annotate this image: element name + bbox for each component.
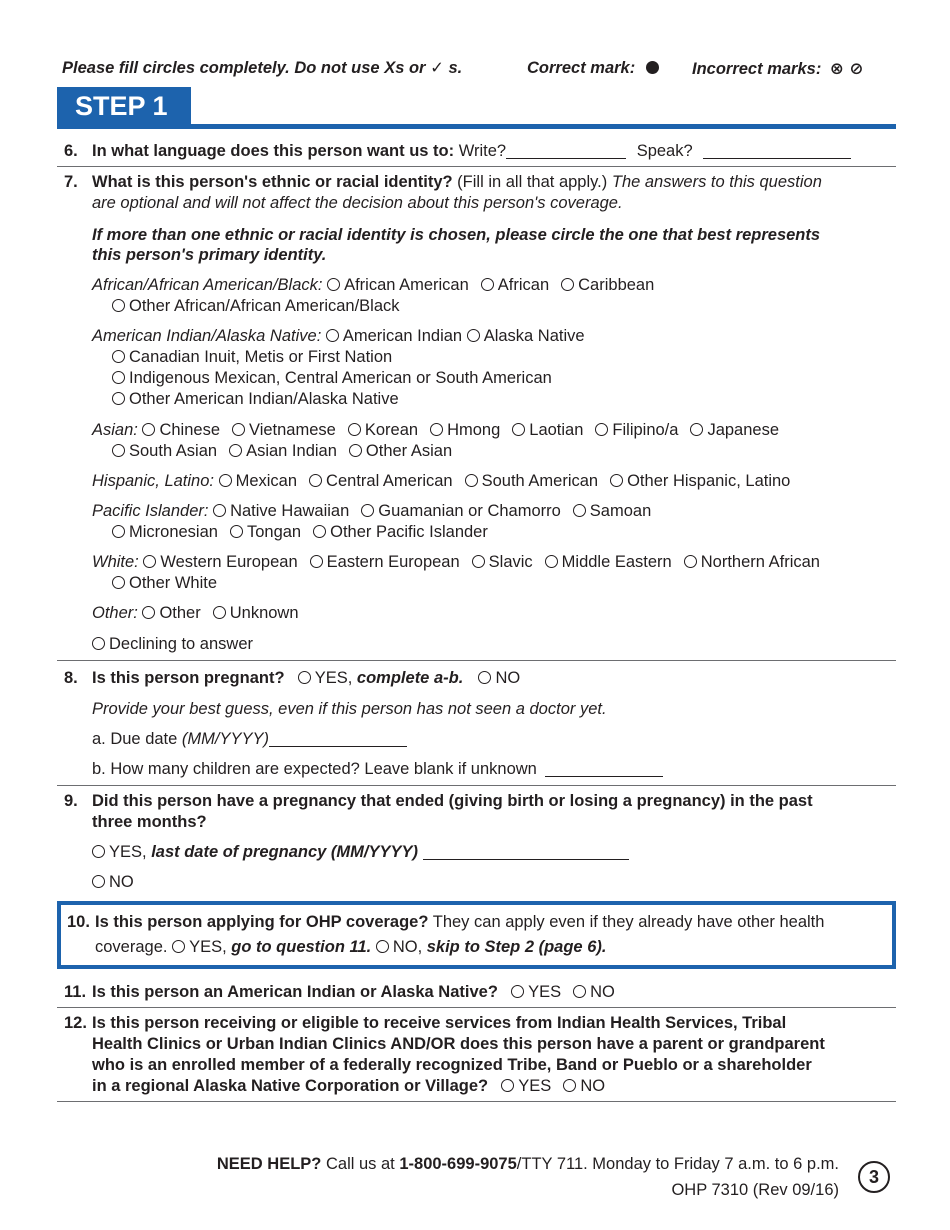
radio-circle-icon[interactable] [213, 606, 226, 619]
question-12-text-3: who is an enrolled member of a federally recognized Tribe, Band or Pueblo or a shareholder [92, 1056, 812, 1074]
need-help-label: NEED HELP? [216, 1155, 322, 1173]
option-declining-to-answer[interactable]: Declining to answer [92, 634, 253, 655]
question-10-note: They can apply even if they already have other health [432, 913, 825, 931]
radio-circle-icon[interactable] [213, 504, 226, 517]
due-date-label: a. Due date [92, 730, 178, 748]
form-id: OHP 7310 (Rev 09/16) [671, 1181, 839, 1199]
option-central-american[interactable]: Central American [309, 472, 453, 490]
option-guamanian[interactable]: Guamanian or Chamorro [361, 502, 561, 520]
question-10 [67, 912, 824, 933]
option-mexican[interactable]: Mexican [219, 472, 297, 490]
option-other-hispanic[interactable]: Other Hispanic, Latino [610, 472, 790, 490]
question-10-text: Is this person applying for OHP coverage? [95, 913, 429, 931]
group-black [92, 275, 666, 296]
children-expected-field[interactable] [545, 760, 663, 777]
ohp-no-option[interactable]: NO, skip to Step 2 (page 6). [376, 938, 607, 956]
question-11 [64, 982, 615, 1003]
pregnancy-ended-no-option[interactable]: NO [92, 872, 134, 893]
option-african-american[interactable]: African American [327, 276, 469, 294]
call-text: Call us at [325, 1155, 395, 1173]
question-8 [64, 668, 520, 689]
group-asian [92, 420, 779, 441]
pregnant-no-option[interactable]: NO [478, 669, 520, 687]
radio-circle-icon[interactable] [112, 525, 125, 538]
option-japanese[interactable]: Japanese [690, 421, 779, 439]
speak-language-label: Speak? [636, 142, 693, 160]
radio-circle-icon[interactable] [512, 423, 525, 436]
question-number: 10. [67, 913, 90, 931]
radio-circle-icon[interactable] [430, 423, 443, 436]
radio-circle-icon[interactable] [472, 555, 485, 568]
radio-circle-icon[interactable] [298, 671, 311, 684]
option-other-pacific[interactable]: Other Pacific Islander [313, 523, 488, 541]
radio-circle-icon[interactable] [112, 576, 125, 589]
radio-circle-icon[interactable] [465, 474, 478, 487]
correct-mark-label: Correct mark: [527, 59, 636, 77]
pregnancy-ended-yes-option[interactable]: YES, last date of pregnancy (MM/YYYY) [92, 842, 629, 863]
option-south-asian[interactable]: South Asian [112, 442, 217, 460]
radio-circle-icon[interactable] [310, 555, 323, 568]
option-asian-indian[interactable]: Asian Indian [229, 442, 337, 460]
incorrect-mark-label: Incorrect marks: [692, 60, 822, 78]
question-9-text-continued: three months? [92, 813, 207, 831]
radio-circle-icon[interactable] [326, 329, 339, 342]
radio-circle-icon[interactable] [348, 423, 361, 436]
group-asian-continued [112, 441, 452, 462]
fill-note: (Fill in all that apply.) [457, 173, 608, 191]
option-other-native[interactable]: Other American Indian/Alaska Native [112, 389, 399, 410]
fill-instructions-text-2: s or [395, 59, 431, 77]
option-micronesian[interactable]: Micronesian [112, 523, 218, 541]
option-other-black[interactable]: Other African/African American/Black [112, 296, 400, 317]
radio-circle-icon[interactable] [172, 940, 185, 953]
divider [57, 1007, 896, 1008]
question-number: 7. [64, 173, 78, 191]
group-white [92, 552, 820, 573]
option-eastern-european[interactable]: Eastern European [310, 553, 460, 571]
radio-circle-icon[interactable] [92, 875, 105, 888]
question-12-last-line [92, 1076, 605, 1097]
option-canadian-inuit[interactable]: Canadian Inuit, Metis or First Nation [112, 347, 392, 368]
fill-instructions-text-3: s. [443, 59, 463, 77]
due-date-format: (MM/YYYY) [181, 730, 269, 748]
speak-language-field[interactable] [703, 142, 851, 159]
option-caribbean[interactable]: Caribbean [561, 276, 654, 294]
question-number: 12. [64, 1014, 87, 1032]
radio-circle-icon[interactable] [467, 329, 480, 342]
phone-number[interactable]: 1-800-699-9075 [399, 1155, 517, 1173]
radio-circle-icon[interactable] [229, 444, 242, 457]
question-number: 8. [64, 669, 78, 687]
due-date-field[interactable] [269, 730, 407, 747]
radio-circle-icon[interactable] [610, 474, 623, 487]
group-label: Other: [92, 604, 138, 622]
radio-circle-icon[interactable] [361, 504, 374, 517]
question-12 [64, 1013, 786, 1034]
option-vietnamese[interactable]: Vietnamese [232, 421, 336, 439]
step-1-header [57, 87, 191, 125]
option-western-european[interactable]: Western European [143, 553, 297, 571]
ohp-yes-option[interactable]: YES, go to question 11. [172, 938, 371, 956]
option-slavic[interactable]: Slavic [472, 553, 533, 571]
question-number: 9. [64, 792, 78, 810]
native-no-option[interactable]: NO [573, 983, 615, 1001]
option-samoan[interactable]: Samoan [573, 502, 651, 520]
option-korean[interactable]: Korean [348, 421, 418, 439]
option-unknown[interactable]: Unknown [213, 604, 299, 622]
option-laotian[interactable]: Laotian [512, 421, 583, 439]
divider [57, 660, 896, 661]
question-number: 11. [64, 983, 87, 1001]
radio-circle-icon[interactable] [92, 845, 105, 858]
check-mark-icon: ✓ [430, 59, 444, 77]
question-6 [64, 141, 851, 162]
group-label: White: [92, 553, 139, 571]
option-south-american[interactable]: South American [465, 472, 598, 490]
option-hmong[interactable]: Hmong [430, 421, 500, 439]
option-other[interactable]: Other [142, 604, 200, 622]
option-other-asian[interactable]: Other Asian [349, 442, 452, 460]
question-12-text: Is this person receiving or eligible to receive services from Indian Health Services, Tribal [92, 1014, 787, 1032]
radio-circle-icon[interactable] [511, 985, 524, 998]
group-pacific [92, 501, 651, 522]
divider [57, 166, 896, 167]
radio-circle-icon[interactable] [219, 474, 232, 487]
option-tongan[interactable]: Tongan [230, 523, 301, 541]
page-number-text: 3 [868, 1167, 879, 1187]
radio-circle-icon[interactable] [142, 423, 155, 436]
radio-circle-icon[interactable] [112, 392, 125, 405]
radio-circle-icon[interactable] [478, 671, 491, 684]
question-12-text-2: Health Clinics or Urban Indian Clinics AND/OR does this person have a parent or grandparent [92, 1035, 825, 1053]
question-10-options [95, 937, 606, 958]
radio-circle-icon[interactable] [690, 423, 703, 436]
radio-circle-icon[interactable] [595, 423, 608, 436]
ihs-no-option[interactable]: NO [563, 1077, 605, 1095]
radio-circle-icon[interactable] [230, 525, 243, 538]
option-indigenous-mexican[interactable]: Indigenous Mexican, Central American or South American [112, 368, 552, 389]
ihs-yes-option[interactable]: YES [501, 1077, 551, 1095]
radio-circle-icon[interactable] [313, 525, 326, 538]
question-11-text: Is this person an American Indian or Alaska Native? [92, 983, 498, 1001]
children-expected-row [92, 759, 663, 780]
question-9-text: Did this person have a pregnancy that ended (giving birth or losing a pregnancy) in the past [92, 792, 813, 810]
primary-identity-note: If more than one ethnic or racial identity is chosen, please circle the one that best represents [92, 226, 821, 244]
primary-identity-note-continued: this person's primary identity. [92, 246, 327, 264]
incorrect-mark-example [692, 58, 863, 80]
group-label: Asian: [92, 421, 138, 439]
radio-circle-icon[interactable] [143, 555, 156, 568]
write-language-field[interactable] [506, 142, 626, 159]
radio-circle-icon[interactable] [112, 444, 125, 457]
option-african[interactable]: African [481, 276, 549, 294]
radio-circle-icon[interactable] [561, 278, 574, 291]
write-language-label: Write? [458, 142, 507, 160]
step-1-rule [57, 124, 896, 129]
question-7 [64, 172, 822, 193]
divider [57, 1101, 896, 1102]
option-chinese[interactable]: Chinese [142, 421, 220, 439]
radio-circle-icon[interactable] [112, 371, 125, 384]
tty-hours-text: /TTY 711. Monday to Friday 7 a.m. to 6 p.m. [516, 1155, 839, 1173]
group-label: African/African American/Black: [92, 276, 323, 294]
option-middle-eastern[interactable]: Middle Eastern [545, 553, 672, 571]
pregnant-yes-option[interactable]: YES, complete a-b. [298, 669, 464, 687]
radio-circle-icon[interactable] [112, 350, 125, 363]
question-12-text-4: in a regional Alaska Native Corporation or Village? [92, 1077, 489, 1095]
radio-circle-icon[interactable] [112, 299, 125, 312]
group-native [92, 326, 585, 347]
option-other-white[interactable]: Other White [112, 573, 217, 594]
group-pacific-continued [112, 522, 488, 543]
pregnancy-hint: Provide your best guess, even if this person has not seen a doctor yet. [92, 700, 607, 718]
radio-circle-icon[interactable] [684, 555, 697, 568]
radio-circle-icon[interactable] [573, 985, 586, 998]
children-expected-label: b. How many children are expected? Leave blank if unknown [92, 760, 537, 778]
help-line [217, 1154, 839, 1175]
page-number [858, 1161, 890, 1193]
question-10-note-continued: coverage. [95, 938, 168, 956]
due-date-row [92, 729, 407, 750]
step-label: STEP 1 [75, 91, 168, 121]
radio-circle-icon[interactable] [573, 504, 586, 517]
group-hispanic [92, 471, 790, 492]
optional-note-continued: are optional and will not affect the decision about this person's coverage. [92, 194, 623, 212]
incorrect-mark-icons: ⊗ ⊘ [829, 59, 864, 78]
correct-mark-example [527, 58, 659, 79]
radio-circle-icon[interactable] [92, 637, 105, 650]
radio-circle-icon[interactable] [142, 606, 155, 619]
question-number: 6. [64, 142, 78, 160]
fill-instructions [62, 58, 462, 79]
option-native-hawaiian[interactable]: Native Hawaiian [213, 502, 349, 520]
question-9 [64, 791, 813, 812]
group-other [92, 603, 299, 624]
question-8-text: Is this person pregnant? [92, 669, 285, 687]
option-filipino[interactable]: Filipino/a [595, 421, 678, 439]
option-alaska-native[interactable]: Alaska Native [467, 327, 585, 345]
radio-circle-icon[interactable] [232, 423, 245, 436]
group-label: Hispanic, Latino: [92, 472, 214, 490]
filled-circle-icon [646, 61, 659, 74]
last-pregnancy-date-field[interactable] [423, 843, 629, 860]
native-yes-option[interactable]: YES [511, 983, 561, 1001]
question-7-text: What is this person's ethnic or racial identity? [92, 173, 453, 191]
radio-circle-icon[interactable] [349, 444, 362, 457]
option-northern-african[interactable]: Northern African [684, 553, 820, 571]
group-label: American Indian/Alaska Native: [92, 327, 322, 345]
radio-circle-icon[interactable] [309, 474, 322, 487]
divider [57, 785, 896, 786]
fill-instructions-text: Please fill circles completely. Do not use [62, 59, 385, 77]
radio-circle-icon[interactable] [327, 278, 340, 291]
question-6-text: In what language does this person want us to: [92, 142, 455, 160]
radio-circle-icon[interactable] [376, 940, 389, 953]
radio-circle-icon[interactable] [545, 555, 558, 568]
x-mark-text: X [384, 59, 396, 77]
radio-circle-icon[interactable] [481, 278, 494, 291]
option-american-indian[interactable]: American Indian [326, 327, 462, 345]
group-label: Pacific Islander: [92, 502, 209, 520]
radio-circle-icon[interactable] [563, 1079, 576, 1092]
optional-note: The answers to this question [611, 173, 822, 191]
radio-circle-icon[interactable] [501, 1079, 514, 1092]
